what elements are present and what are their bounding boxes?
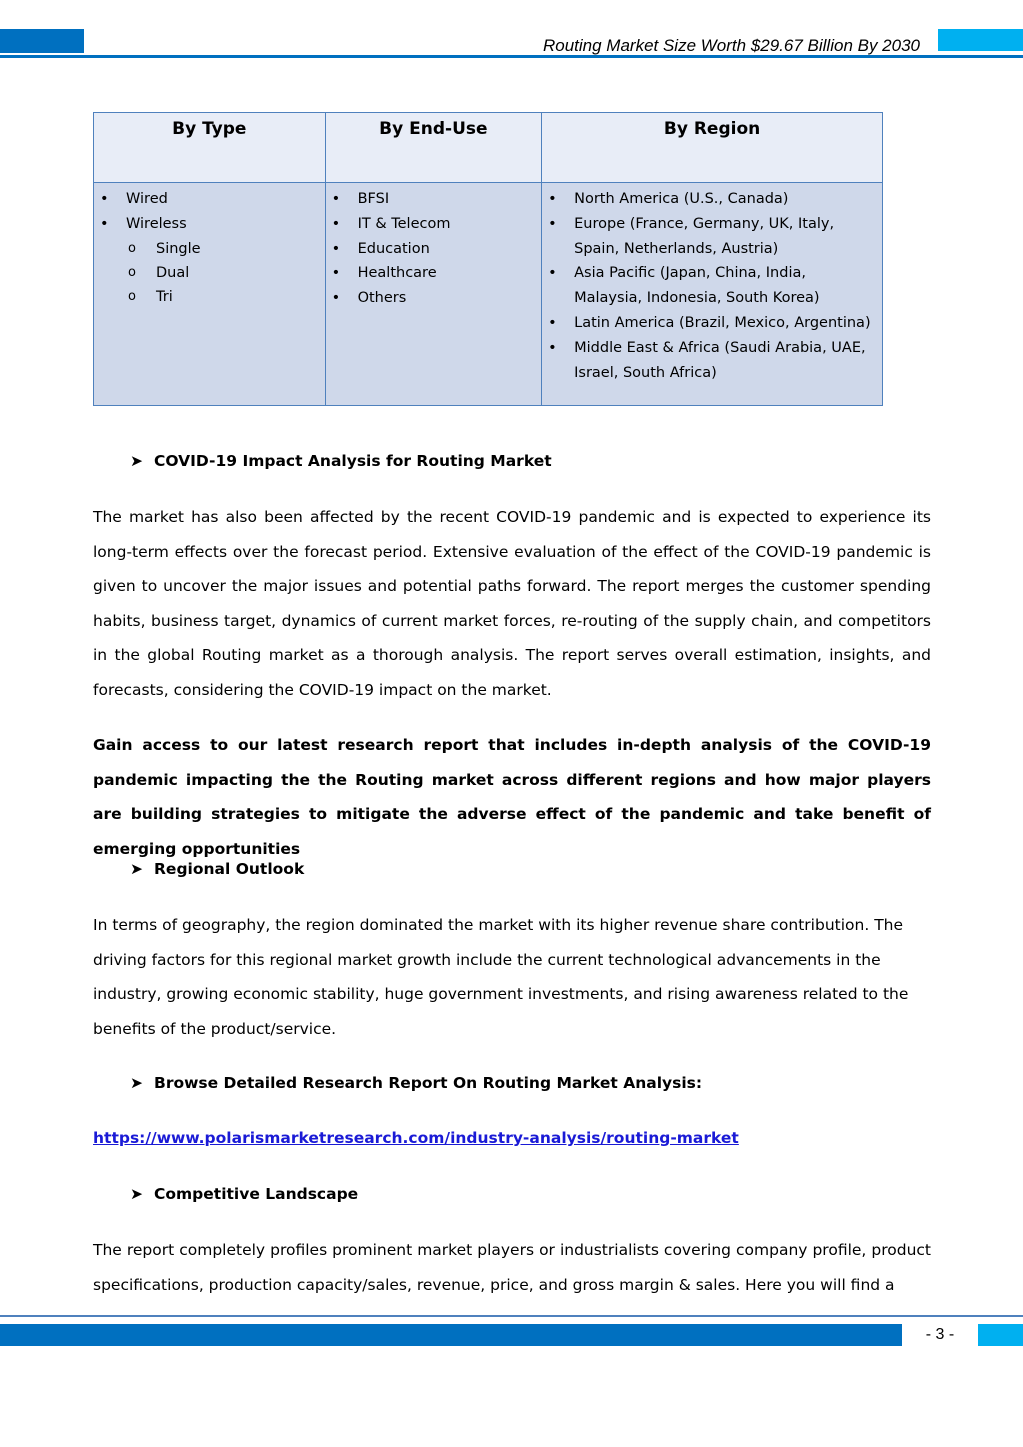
report-link[interactable]: https://www.polarismarketresearch.com/industry-analysis/routing-market	[93, 1129, 739, 1147]
list-item: • Education	[332, 237, 536, 262]
footer-bar	[0, 1324, 902, 1346]
arrow-bullet-icon: ➤	[130, 1074, 143, 1092]
covid-paragraph: The market has also been affected by the recent COVID-19 pandemic and is expected to experience its long-term effects over the forecast period. Extensive evaluation of the effect of the COVID-19 pandemic is given to uncover the major issues and potential paths forward. The report merges the customer spending habits, business target, dynamics of current market forces, re-routing of the supply chain, and competitors in the global Routing market as a thorough analysis. The report serves overall estimation, insights, and forecasts, considering the COVID-19 impact on the market.	[93, 508, 931, 699]
covid-heading	[130, 452, 968, 470]
page-number: - 3 -	[925, 1326, 955, 1343]
list-item: • North America (U.S., Canada)	[548, 187, 876, 212]
browse-heading-text: Browse Detailed Research Report On Routing Market Analysis:	[154, 1074, 703, 1092]
sub-list-item: o Dual	[126, 261, 319, 285]
competitive-paragraph: The report completely profiles prominent market players or industrialists covering company profile, product specifications, production capacity/sales, revenue, price, and gross margin & sales. Here you will find a	[93, 1241, 931, 1294]
list-item: • IT & Telecom	[332, 212, 536, 237]
list-item: • Wired	[100, 187, 319, 212]
header-bar-right	[938, 29, 1023, 51]
list-item: • Healthcare	[332, 261, 536, 286]
list-item: • Europe (France, Germany, UK, Italy, Spain, Netherlands, Austria)	[548, 212, 876, 262]
regional-heading	[130, 860, 968, 878]
covid-heading-text: COVID-19 Impact Analysis for Routing Market	[154, 452, 552, 470]
browse-heading	[130, 1074, 968, 1092]
header-title: Routing Market Size Worth $29.67 Billion By 2030	[542, 36, 920, 55]
competitive-heading	[130, 1185, 968, 1203]
table-header-end-use: By End-Use	[325, 113, 542, 183]
arrow-bullet-icon: ➤	[130, 860, 143, 878]
arrow-bullet-icon: ➤	[130, 452, 143, 470]
end-use-cell	[325, 183, 542, 406]
regional-heading-text: Regional Outlook	[154, 860, 305, 878]
header-bar-left	[0, 29, 84, 53]
footer-rule	[0, 1315, 1023, 1317]
sub-list-item: o Single	[126, 237, 319, 261]
type-cell	[94, 183, 326, 406]
table-header-type: By Type	[94, 113, 326, 183]
list-item: • Middle East & Africa (Saudi Arabia, UAE, Israel, South Africa)	[548, 336, 876, 386]
regional-paragraph: In terms of geography, the region dominated the market with its higher revenue share contribution. The driving factors for this regional market growth include the current technological advancements in the industry, growing economic stability, huge government investments, and rising awareness related to the benefits of the product/service.	[93, 916, 909, 1038]
list-item: • Others	[332, 286, 536, 311]
competitive-heading-text: Competitive Landscape	[154, 1185, 359, 1203]
arrow-bullet-icon: ➤	[130, 1185, 143, 1203]
list-item: • BFSI	[332, 187, 536, 212]
region-cell	[542, 183, 883, 406]
list-item: • Latin America (Brazil, Mexico, Argentina)	[548, 311, 876, 336]
list-item	[100, 212, 319, 309]
table-header-region: By Region	[542, 113, 883, 183]
list-item-label: Wireless	[126, 215, 187, 232]
covid-bold-paragraph: Gain access to our latest research report that includes in-depth analysis of the COVID-19 pandemic impacting the the Routing market across different regions and how major players are building strategies to mitigate the adverse effect of the pandemic and take benefit of emerging opportunities	[93, 736, 931, 858]
segmentation-table	[93, 112, 883, 406]
list-item: • Asia Pacific (Japan, China, India, Malaysia, Indonesia, South Korea)	[548, 261, 876, 311]
sub-list-item: o Tri	[126, 285, 319, 309]
footer-bar-right	[978, 1324, 1023, 1346]
